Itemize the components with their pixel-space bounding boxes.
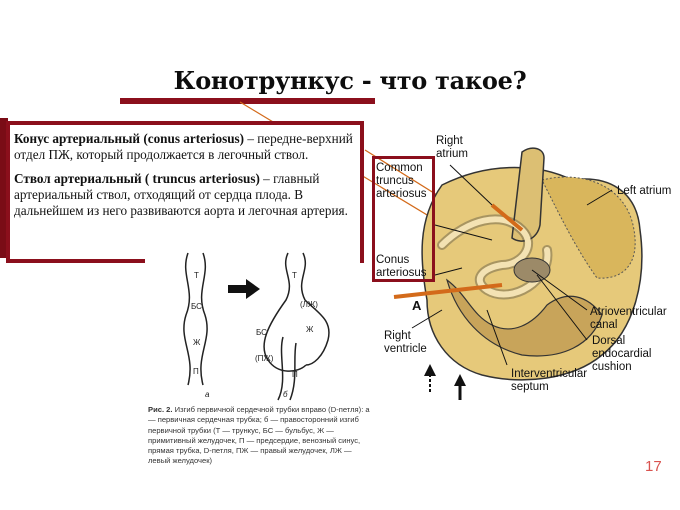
caption-bold: Рис. 2. [148,405,173,414]
definition-box [6,121,364,263]
label-right-ventricle: Right ventricle [384,330,427,355]
tube-b-label-T: Т [292,271,297,280]
truncus-term: Ствол артериальный ( truncus arteriosus) [14,171,260,186]
truncus-text: – главный артериальный ствол, отходящий от сердца плода. В дальнейшем из него развиваются аорта и легочная артерия. [14,171,348,218]
tube-a-label-BS: БС [191,302,202,311]
label-conus: Conus arteriosus [376,254,427,279]
tube-b-label-BS: БС [256,328,267,337]
label-interventricular-septum: Interventricular septum [511,368,588,393]
tube-a-label-P: П [193,367,199,376]
fig-a-label: а [205,390,210,399]
label-right-atrium: Right atrium [436,135,468,160]
truncus-definition [14,171,356,219]
label-dorsal-cushion: Dorsal endocardial cushion [592,335,652,373]
tube-b-label-PZh: (ПЖ) [255,354,274,363]
tube-a-label-Zh: Ж [193,338,201,347]
tube-b-label-Zh: Ж [306,325,314,334]
label-a-marker: A [412,298,422,313]
label-common-truncus: Common truncus arteriosus [376,162,427,200]
tube-b-label-P: П [292,370,298,379]
label-av-canal: Atrioventricular canal [590,306,667,331]
transform-arrow [228,279,260,299]
heart-tube-figure [168,245,368,405]
conus-term: Конус артериальный (conus arteriosus) [14,131,245,146]
fig-b-label: б [283,390,288,399]
caption-text: Изгиб первичной сердечной трубки вправо (D-петля): а — первичная сердечная трубка; б — правосторонний изгиб первичной трубки (Т — трункус, БС — бульбус, Ж — примитивный желудочек, П — предсердие, венозный синус, прямая трубка, D-петля, ПЖ — правый желудочек, ЛЖ — левый желудочек) [148,405,370,466]
conus-definition [14,131,356,163]
conus-text: – передне-верхний отдел ПЖ, который продолжается в легочный ствол. [14,131,353,162]
label-left-atrium: Left atrium [617,185,672,197]
page-number: 17 [645,458,662,475]
arrows [424,364,466,400]
page-title: Конотрункус - что такое? [173,66,527,95]
tube-b-label-LZh: (ЛЖ) [300,300,318,309]
tube-a-label-T: Т [194,271,199,280]
figure-caption [148,405,370,467]
